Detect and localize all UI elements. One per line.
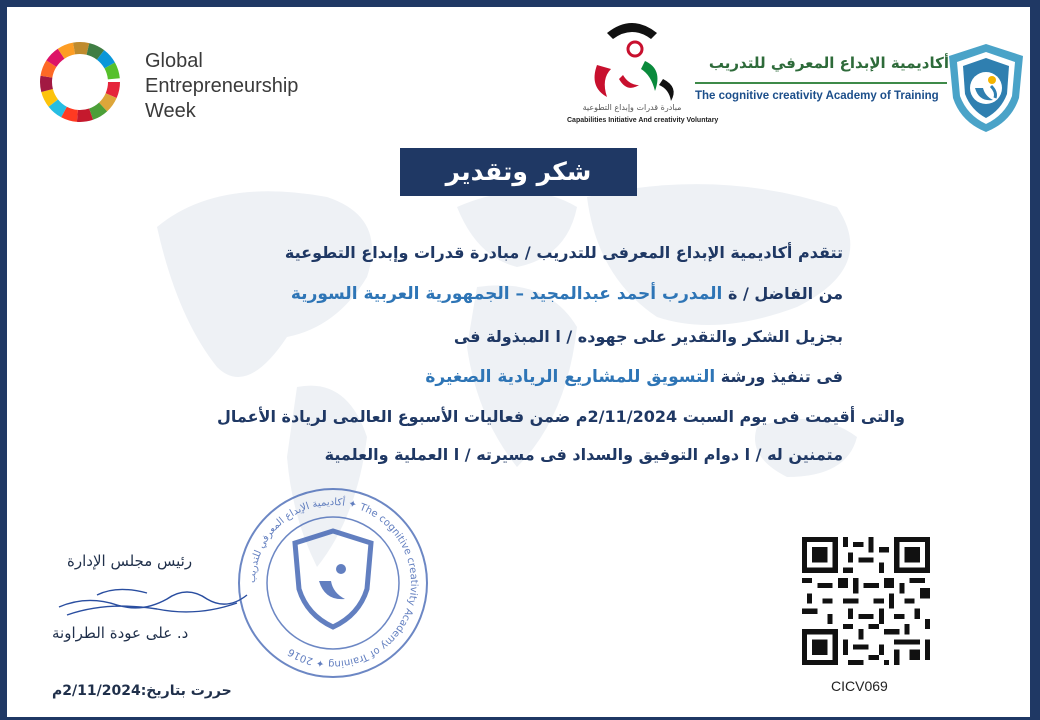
body-line-6: متمنين له / ا دوام التوفيق والسداد فى مسيرته / ا العملية والعلمية (324, 445, 843, 464)
academy-seal-stamp (235, 485, 431, 681)
gew-ring-icon (35, 37, 125, 127)
gew-line-2: Entrepreneurship (145, 75, 299, 97)
recipient-name: المدرب أحمد عبدالمجيد – الجمهورية العربية السورية (290, 284, 723, 304)
handwritten-signature (47, 555, 257, 630)
gew-logo (35, 37, 299, 127)
signatory-title: رئيس مجلس الإدارة (67, 552, 193, 570)
gew-line-3: Week (145, 100, 196, 122)
academy-arabic-name: أكاديمية الإبداع المعرفي للتدريب (708, 54, 949, 72)
gew-wordmark (145, 49, 298, 124)
signatory-name: د. على عودة الطراونة (52, 624, 189, 642)
body-line-2 (291, 284, 843, 304)
academy-english-name: The cognitive creativity Academy of Training (695, 90, 939, 102)
body-line-5: والتى أقيمت فى يوم السبت 2/11/2024م ضمن فعاليات الأسبوع العالمى لريادة الأعمال (217, 407, 905, 426)
caps-english-name: Capabilities Initiative And creativity Voluntary (567, 117, 719, 124)
issue-date: حررت بتاريخ:2/11/2024م (52, 683, 232, 699)
workshop-title: التسويق للمشاريع الريادية الصغيرة (425, 367, 716, 387)
academy-divider (695, 82, 947, 84)
certificate-id: CICV069 (831, 678, 888, 694)
body-line-3: بجزيل الشكر والتقدير على جهوده / ا المبذولة فى (453, 327, 843, 346)
certificate-title: شكر وتقدير (400, 148, 637, 196)
crown-flame-icon (567, 15, 697, 103)
certificate (7, 7, 1030, 717)
academy-logo (687, 42, 1027, 142)
recipient-prefix: من الفاضل / ة (727, 284, 843, 303)
workshop-prefix: فى تنفيذ ورشة (720, 367, 843, 386)
capabilities-initiative-logo (567, 15, 719, 135)
body-line-1: تتقدم أكاديمية الإبداع المعرفى للتدريب / مبادرة قدرات وإبداع التطوعية (284, 243, 843, 262)
qr-code-icon (802, 537, 930, 665)
svg-text:أكاديمية الإبداع المعرفي للتدر: أكاديمية الإبداع المعرفي للتدريب ✦ The cognitive creativity Academy of Training ✦ 2016 (246, 496, 420, 670)
academy-shield-icon (945, 42, 1027, 134)
body-line-4 (425, 367, 843, 387)
caps-arabic-name: مبادرة قدرات وإبداع التطوعية (582, 103, 682, 112)
gew-line-1: Global (145, 50, 203, 72)
